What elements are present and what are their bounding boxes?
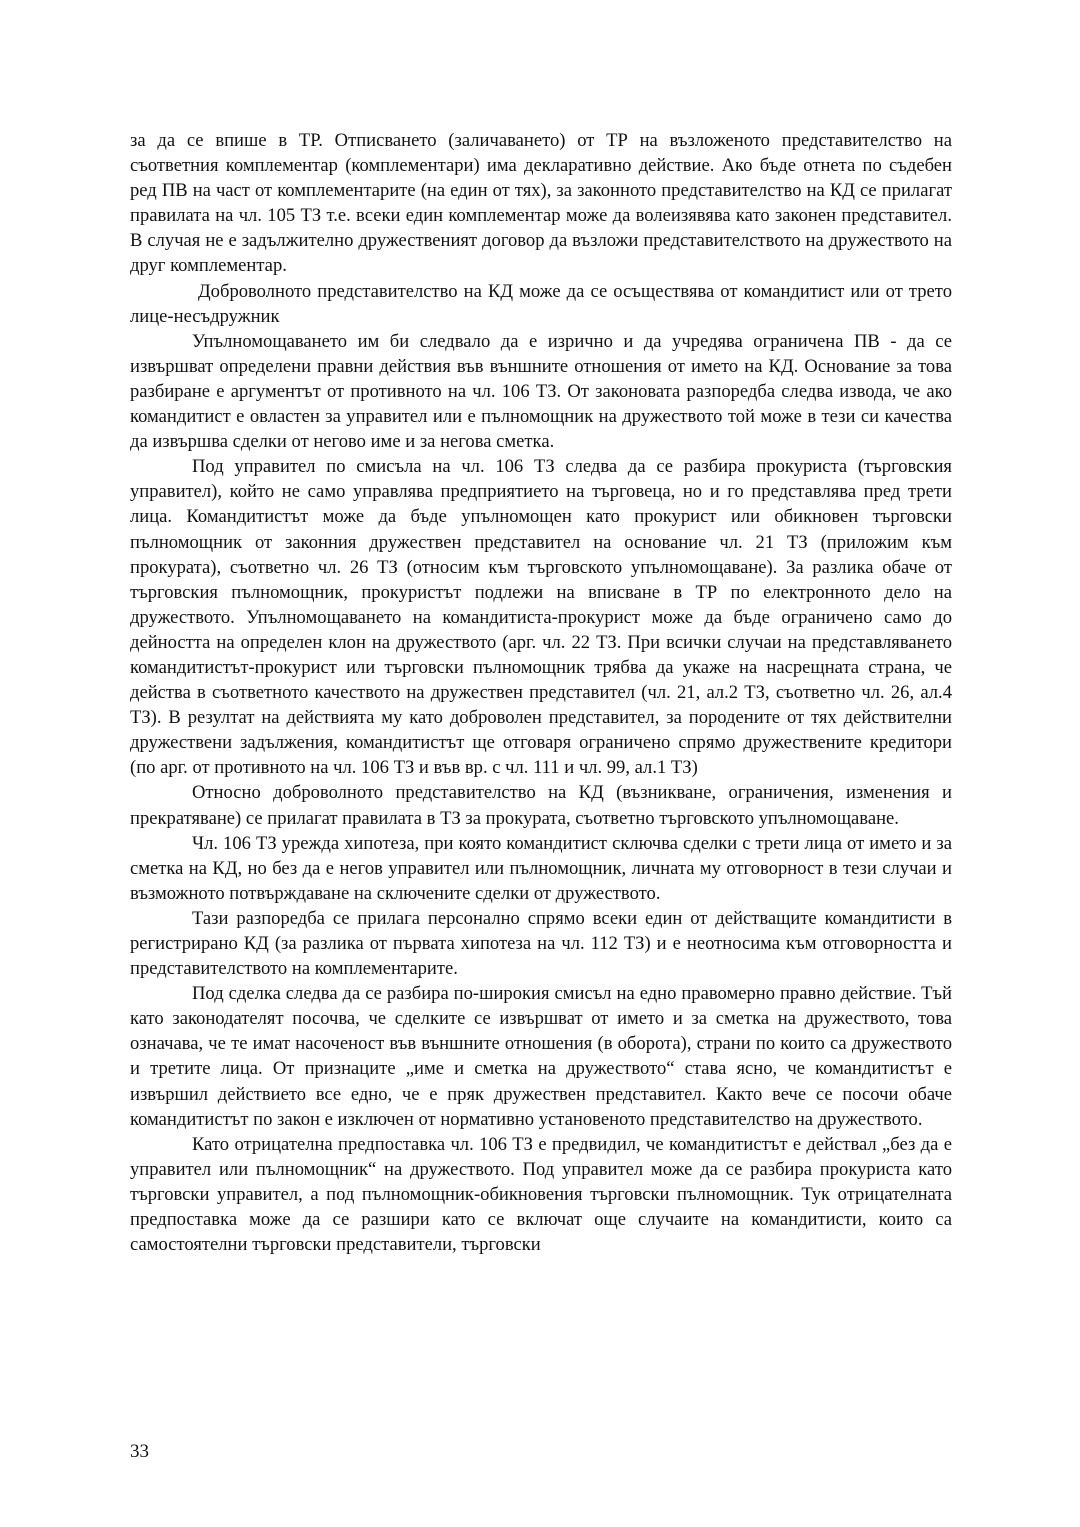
paragraph-1: за да се впише в ТР. Отписването (заличаването) от ТР на възложеното представителство на съответния комплементар (комплементари) има декларативно действие. Ако бъде отнета по съдебен ред ПВ на част от комплементарите (на един от тях), за законното представителство на КД се прилагат правилата на чл. 105 ТЗ т.е. всеки един комплементар може да волеизявява като законен представител. В случая не е задължително дружественият договор да възложи представителството на дружеството на друг комплементар. [130, 130, 952, 277]
paragraph-7: Тази разпоредба се прилага персонално спрямо всеки един от действащите командитисти в регистрирано КД (за разлика от първата хипотеза на чл. 112 ТЗ) и е неотносима към отговорността и представителството на комплементарите. [130, 907, 952, 980]
paragraph-5: Относно доброволното представителство на КД (възникване, ограничения, изменения и прекратяване) се прилагат правилата в ТЗ за прокурата, съответно търговското упълномощаване. [130, 782, 952, 829]
paragraph-3: Упълномощаването им би следвало да е изрично и да учредява ограничена ПВ - да се извършват определени правни действия във външните отношения от името на КД. Основание за това разбиране е аргументът от противното на чл. 106 ТЗ. От законовата разпоредба следва извода, че ако командитист е овластен за управител или е пълномощник на дружеството той може в тези си качества да извършва сделки от негово име и за негова сметка. [130, 330, 952, 453]
paragraph-6: Чл. 106 ТЗ урежда хипотеза, при която командитист сключва сделки с трети лица от името и за сметка на КД, но без да е негов управител или пълномощник, личната му отговорност в тези случаи и възможното потвърждаване на сключените сделки от дружеството. [130, 832, 952, 904]
paragraph-4: Под управител по смисъла на чл. 106 ТЗ следва да се разбира прокуриста (търговския управител), който не само управлява предприятието на търговеца, но и го представлява пред трети лица. Командитистът може да бъде упълномощен като прокурист или обикновен търговски пълномощник от законния дружествен представител на основание чл. 21 ТЗ (приложим към прокурата), съответно чл. 26 ТЗ (относим към търговското упълномощаване). За разлика обаче от търговския пълномощник, прокуристът подлежи на вписване в ТР по електронното дело на дружеството. Упълномощаването на командитиста-прокурист може да бъде ограничено само до дейността на определен клон на дружеството (арг. чл. 22 ТЗ. При всички случаи на представляването командитистът-прокурист или търговски пълномощник трябва да укаже на насрещната страна, че действа в съответното качеството на дружествен представител (чл. 21, ал.2 ТЗ, съответно чл. 26, ал.4 ТЗ). В резултат на действията му като доброволен представител, за породените от тях действителни дружествени задължения, командитистът ще отговаря ограничено спрямо дружествените кредитори (по арг. от противното на чл. 106 ТЗ и във вр. с чл. 111 и чл. 99, ал.1 ТЗ) [130, 456, 952, 779]
paragraph-8: Под сделка следва да се разбира по-широкия смисъл на едно правомерно правно действие. Тъй като законодателят посочва, че сделките се извършват от името и за сметка на дружеството, това означава, че те имат насоченост във външните отношения (в оборота), страни по които са дружеството и третите лица. От признаците „име и сметка на дружеството“ става ясно, че командитистът е извършил действието все едно, че е пряк дружествен представител. Както вече се посочи обаче командитистът по закон е изключен от нормативно установеното представителство на дружеството. [130, 983, 952, 1130]
body-text [130, 128, 952, 1257]
page-number: 33 [130, 1441, 149, 1462]
paragraph-9: Като отрицателна предпоставка чл. 106 ТЗ е предвидил, че командитистът е действал „без да е управител или пълномощник“ на дружеството. Под управител може да се разбира прокуриста като търговски управител, а под пълномощник-обикновения търговски пълномощник. Тук отрицателната предпоставка може да се разшири като се включат още случаите на командитисти, които са самостоятелни търговски представители, търговски [130, 1133, 952, 1256]
paragraph-2: Доброволното представителство на КД може да се осъществява от командитист или от трето лице-несъдружник [130, 280, 952, 327]
